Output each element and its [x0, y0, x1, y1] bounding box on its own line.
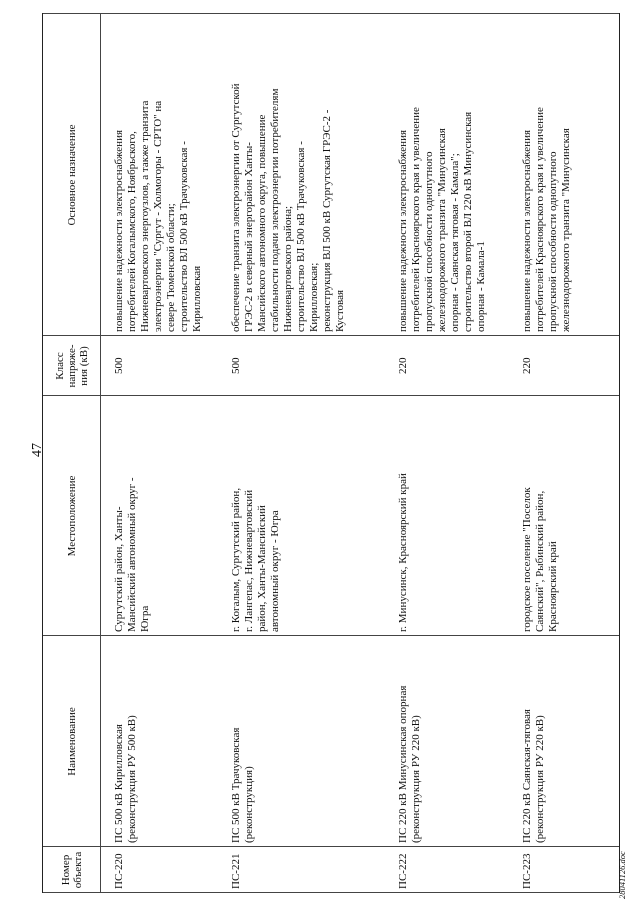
object-purpose: повышение надежности электроснабжения потребителей Когалымского, Ноябрьского, Нижневартовского энергоузлов, а также транзита электроэнергии "Сургут - Холмогоры - СРТО" на севере Тюменской области; строительство ВЛ 500 кВ Трачуковская - Кирилловская	[113, 100, 203, 332]
object-number: ПС-223	[521, 853, 533, 889]
header-location: Местоположение	[65, 475, 78, 557]
document-code: 28041126.doc	[617, 851, 627, 899]
object-name: ПС 500 кВ Кирилловская (реконструкция РУ 500 кВ)	[113, 715, 138, 843]
voltage-class: 220	[397, 357, 409, 374]
object-location: Сургутский район, Ханты- Мансийский автономный округ - Югра	[113, 477, 151, 632]
page-number: 47	[30, 443, 45, 457]
voltage-class: 220	[521, 357, 533, 374]
object-purpose: обеспечение транзита электроэнергии от Сургутской ГРЭС-2 в северный энергорайон Ханты- Мансийского автономного округа, повышение стабильности подачи электроэнергии потребителям Нижневартовского района; строительство ВЛ 500 кВ Трачуковская - Кирилловская; реконструкция ВЛ 500 кВ Сургутская ГРЭС-2 - Кустовая	[230, 83, 346, 332]
header-number: Номер объекта	[59, 851, 84, 889]
header-name: Наименование	[65, 707, 78, 776]
voltage-class: 500	[230, 357, 242, 374]
header-voltage: Класс напряже- ния (кВ)	[53, 344, 90, 388]
object-location: г. Минусинск, Красноярский край	[397, 473, 409, 632]
object-number: ПС-220	[113, 853, 125, 889]
object-number: ПС-221	[230, 853, 242, 889]
header-purpose: Основное назначение	[65, 124, 78, 226]
object-purpose: повышение надежности электроснабжения потребителей Красноярского края и увеличение пропускной способности однопутного железнодорожного транзита "Минусинская	[521, 107, 572, 332]
object-number: ПС-222	[397, 853, 409, 889]
voltage-class: 500	[113, 357, 125, 374]
object-name: ПС 220 кВ Минусинская опорная (реконструкция РУ 220 кВ)	[397, 685, 422, 843]
object-location: г. Когалым, Сургутский район, г. Лангепас, Нижневартовский район, Ханты-Мансийский автономный округ - Югра	[230, 487, 281, 632]
object-name: ПС 220 кВ Саянская-тяговая (реконструкция РУ 220 кВ)	[521, 709, 546, 843]
object-name: ПС 500 кВ Трачуковская (реконструкция)	[230, 727, 255, 843]
object-location: городское поселение "Поселок Саянский", Рыбинский район, Красноярский край	[521, 487, 559, 632]
objects-table	[42, 13, 620, 893]
object-purpose: повышение надежности электроснабжения потребителей Красноярского края и увеличение пропускной способности однопутного железнодорожного транзита "Минусинская опорная - Саянская тяговая - Камала"; строительство второй ВЛ 220 кВ Минусинская опорная - Камала-1	[397, 107, 487, 332]
